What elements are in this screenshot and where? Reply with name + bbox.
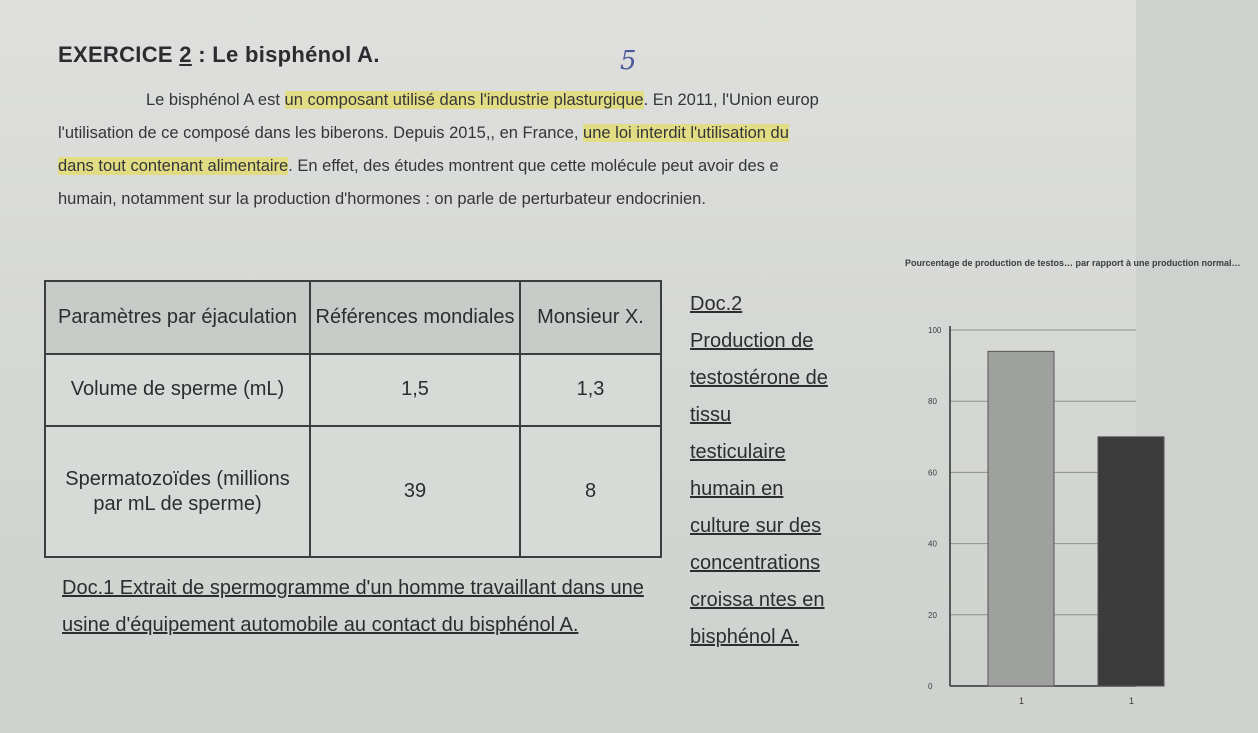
table-cell: 39 <box>310 426 520 557</box>
table-cell: 8 <box>520 426 661 557</box>
table-cell: 1,5 <box>310 354 520 427</box>
intro-line-3: dans tout contenant alimentaire. En effet, des études montrent que cette molécule peut avoir des e <box>58 157 779 175</box>
table-row <box>45 354 661 427</box>
table-cell: 1,3 <box>520 354 661 427</box>
table-cell: Spermatozoïdes (millions par mL de sperme) <box>45 426 310 557</box>
table-header: Paramètres par éjaculation <box>45 281 310 354</box>
table-row <box>45 426 661 557</box>
highlight: dans tout contenant alimentaire <box>58 157 289 175</box>
intro-line-2: l'utilisation de ce composé dans les biberons. Depuis 2015,, en France, une loi interdit l'utilisation du <box>58 124 789 142</box>
intro-paragraph <box>58 84 1258 216</box>
y-tick-label: 0 <box>928 682 933 691</box>
x-tick-label: 1 <box>1019 696 1025 706</box>
doc1-caption: Doc.1 Extrait de spermogramme d'un homme travaillant dans une usine d'équipement automobile au contact du bisphénol A. <box>62 577 644 636</box>
table-cell: Volume de sperme (mL) <box>45 354 310 427</box>
y-tick-label: 80 <box>928 397 937 407</box>
y-tick-label: 20 <box>928 610 937 620</box>
testosterone-bar-chart <box>900 300 1136 720</box>
y-tick-label: 40 <box>928 539 937 549</box>
doc2-caption: Doc.2 Production de testostérone de tissu testiculaire humain en culture sur des concentrations croissa ntes en bisphénol A. <box>690 293 828 648</box>
spermogram-table <box>44 280 662 558</box>
highlight: un composant utilisé dans l'industrie plasturgique <box>284 91 644 109</box>
bar <box>1098 437 1164 686</box>
y-tick-label: 100 <box>928 326 942 335</box>
table-header-row <box>45 281 661 354</box>
highlight: une loi interdit l'utilisation du <box>583 124 789 142</box>
y-tick-label: 60 <box>928 468 937 478</box>
handwritten-mark: 5 <box>620 46 637 76</box>
table-header: Monsieur X. <box>520 281 661 354</box>
bar <box>988 351 1054 686</box>
table-header: Références mondiales <box>310 281 520 354</box>
intro-line-4: humain, notamment sur la production d'hormones : on parle de perturbateur endocrinien. <box>58 190 706 208</box>
exercise-title: EXERCICE 2 : Le bisphénol A. <box>58 42 380 67</box>
x-tick-label: 1 <box>1129 696 1135 706</box>
intro-line-1: Le bisphénol A est un composant utilisé dans l'industrie plasturgique. En 2011, l'Union europ <box>146 91 819 109</box>
chart-title: Pourcentage de production de testos… par rapport à une production normal… <box>905 258 1241 268</box>
